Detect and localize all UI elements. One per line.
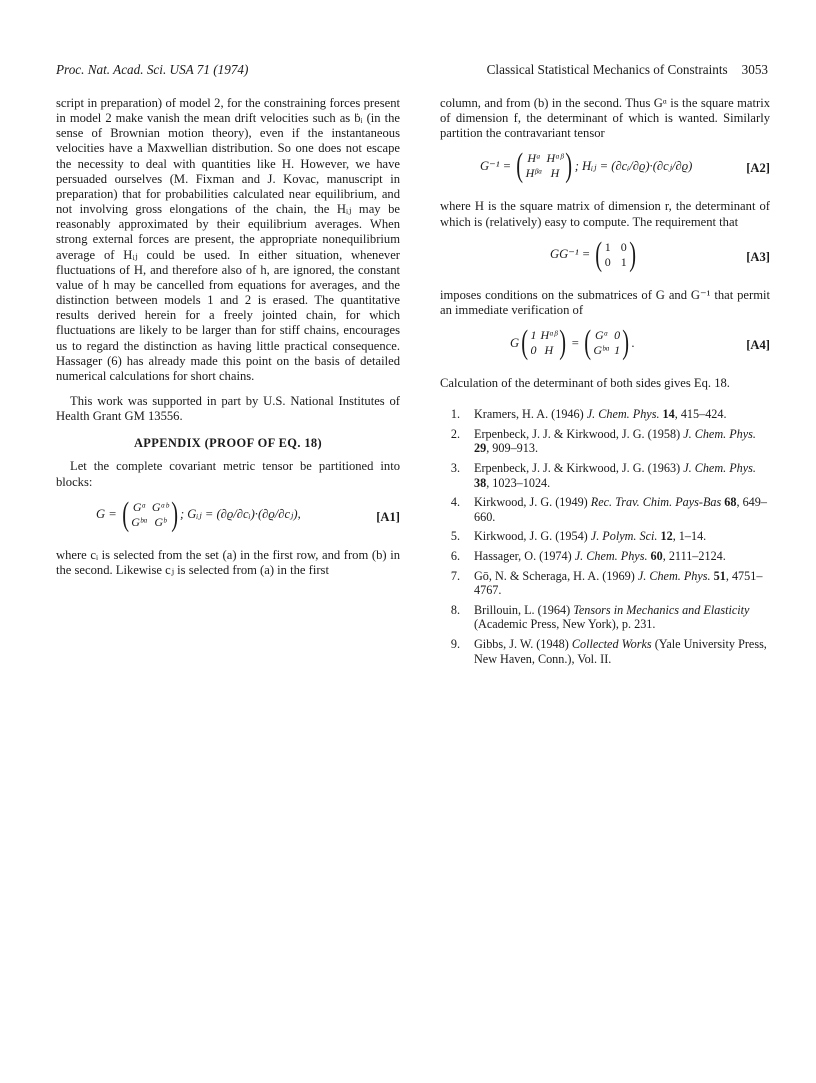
matrix-cell: Gᵅ [594, 328, 609, 343]
matrix-cell: Gᵇ [154, 514, 167, 529]
reference-item: 8. Brillouin, L. (1964) Tensors in Mechanics and Elasticity (Academic Press, New York), p. 231. [450, 602, 750, 632]
equation-tag: [A3] [746, 249, 770, 264]
matrix-cell: Gᵅ [132, 499, 147, 514]
body-paragraph: imposes conditions on the submatrices of G and G⁻¹ that permit an immediate verification of [440, 287, 770, 317]
reference-item: 9. Gibbs, J. W. (1948) Collected Works (Yale University Press, New Haven, Conn.), Vol. II. [450, 636, 767, 666]
reference-item: 4. Kirkwood, J. G. (1949) Rec. Trav. Chim. Pays-Bas 68, 649–660. [450, 495, 767, 524]
matrix-cell: 0 [604, 254, 611, 269]
reference-list [440, 407, 770, 666]
equation-tag: [A4] [746, 338, 770, 353]
body-paragraph: where cᵢ is selected from the set (a) in the first row, and from (b) in the second. Likewise cⱼ is selected from (a) in the first [56, 547, 400, 577]
journal-citation: Proc. Nat. Acad. Sci. USA 71 (1974) [56, 62, 249, 77]
matrix-cell: 1 [614, 343, 621, 358]
equation-rhs: ; Gᵢⱼ = (∂ϱ/∂cᵢ)·(∂ϱ/∂cⱼ), [179, 507, 301, 522]
matrix [605, 240, 627, 270]
body-paragraph: where H is the square matrix of dimension r, the determinant of which is (relatively) easy to compute. The requirement that [440, 199, 770, 229]
acknowledgment-paragraph: This work was supported in part by U.S. National Institutes of Health Grant GM 13556. [56, 393, 400, 424]
matrix [526, 151, 564, 181]
reference-item: 7. Gō, N. & Scheraga, H. A. (1969) J. Chem. Phys. 51, 4751–4767. [450, 568, 763, 598]
header-right [487, 62, 768, 78]
equation-lhs: GG⁻¹ = [550, 247, 591, 262]
equation-a3: GG⁻¹ = ( 1 0 0 1 ) [A3] [550, 235, 770, 273]
reference-item: 6. Hassager, O. (1974) J. Chem. Phys. 60, 2111–2124. [450, 549, 726, 563]
equation-tag: [A2] [746, 161, 770, 176]
page-number: 3053 [741, 62, 768, 77]
matrix [131, 500, 168, 530]
matrix-cell: 1 [620, 254, 627, 269]
matrix-cell: H [544, 343, 554, 358]
right-column [440, 96, 770, 671]
equation-a1: G = ( Gᵅ Gᵅᵇ Gᵇᵅ Gᵇ ) ; Gᵢⱼ = (∂ϱ/∂cᵢ)·(∂ϱ/∂cⱼ), [A1] [96, 495, 400, 533]
matrix-cell: Hᵝᵅ [525, 166, 543, 181]
equation-lhs: G⁻¹ = [480, 158, 512, 173]
running-title: Classical Statistical Mechanics of Constraints [486, 62, 728, 77]
equals-sign: = [571, 335, 579, 350]
equation-rhs: ; Hᵢⱼ = (∂cᵢ/∂ϱ)·(∂cⱼ/∂ϱ) [574, 158, 693, 173]
matrix [593, 328, 620, 358]
reference-item: 2. Erpenbeck, J. J. & Kirkwood, J. G. (1958) J. Chem. Phys. 29, 909–913. [450, 426, 756, 456]
matrix-cell: Hᵅᵝ [546, 151, 564, 166]
reference-item: 5. Kirkwood, J. G. (1954) J. Polym. Sci. 12, 1–14. [450, 529, 707, 544]
matrix-cell: Gᵇᵅ [131, 514, 148, 529]
matrix-cell: Gᵇᵅ [593, 343, 611, 358]
matrix-cell: 0 [620, 239, 627, 254]
body-paragraph: Calculation of the determinant of both sides gives Eq. 18. [440, 376, 730, 391]
reference-item: 1. Kramers, H. A. (1946) J. Chem. Phys. 14, 415–424. [450, 407, 727, 422]
matrix-cell: Hᵅᵝ [540, 328, 558, 343]
equation-a4: G ( 1 Hᵅᵝ 0 H ) = ( Gᵅ 0 Gᵇᵅ 1 ) . [A4] [510, 324, 770, 362]
matrix-cell: 0 [530, 343, 537, 358]
equation-lhs: G = [96, 507, 117, 522]
equation-tag: [A1] [376, 509, 400, 524]
matrix-cell: H [550, 166, 560, 181]
left-column [56, 96, 400, 578]
body-paragraph: script in preparation) of model 2, for the constraining forces present in model 2 make vanish the mean drift velocities such as ḃᵢ (in the sense of Brownian motion theory), even if the instantaneous velocities have a Maxwellian distribution. So one does not escape the necessity to deal with quantities like H. However, we have persuaded ourselves (M. Fixman and J. Kovac, manuscript in preparation) that for probabilities calculated near equilibrium, and not involving gross elongations of the chain, the Hᵢⱼ may be reasonably approximated by their equilibrium averages. When strong external forces are present, the appropriate nonequilibrium average of Hᵢⱼ could be used. In either situation, whenever fluctuations of H, and therefore also of h, are ignored, the constant value of h may be cancelled from equations for averages, and the distinction between models 1 and 2 is erased. The quantitative results derived herein for a freely jointed chain, for which fluctuations are likely to be larger than for stiff chains, encourages us to regard the distinction as having little practical consequence. Hassager (6) has already made this point on the basis of detailed numerical calculations for short chains. [56, 96, 400, 383]
reference-item: 3. Erpenbeck, J. J. & Kirkwood, J. G. (1963) J. Chem. Phys. 38, 1023–1024. [450, 461, 756, 490]
matrix-cell: Gᵅᵇ [151, 499, 169, 514]
matrix-cell: 0 [614, 328, 621, 343]
equation-lhs: G [510, 335, 520, 350]
body-paragraph: Let the complete covariant metric tensor be partitioned into blocks: [56, 459, 400, 489]
body-paragraph: column, and from (b) in the second. Thus Gᵅ is the square matrix of dimension f, the determinant of which is wanted. Similarly partition the contravariant tensor [440, 96, 770, 141]
equation-a2: G⁻¹ = ( Hᵃ Hᵅᵝ Hᵝᵅ H ) ; Hᵢⱼ = (∂cᵢ/∂ϱ)·(∂cⱼ/∂ϱ) [A2] [480, 147, 770, 185]
matrix-cell: 1 [530, 328, 537, 343]
matrix-cell: 1 [604, 239, 611, 254]
running-header [56, 62, 768, 82]
appendix-heading: APPENDIX (PROOF OF EQ. 18) [133, 436, 323, 451]
matrix-cell: Hᵃ [527, 151, 541, 166]
matrix [530, 328, 557, 358]
